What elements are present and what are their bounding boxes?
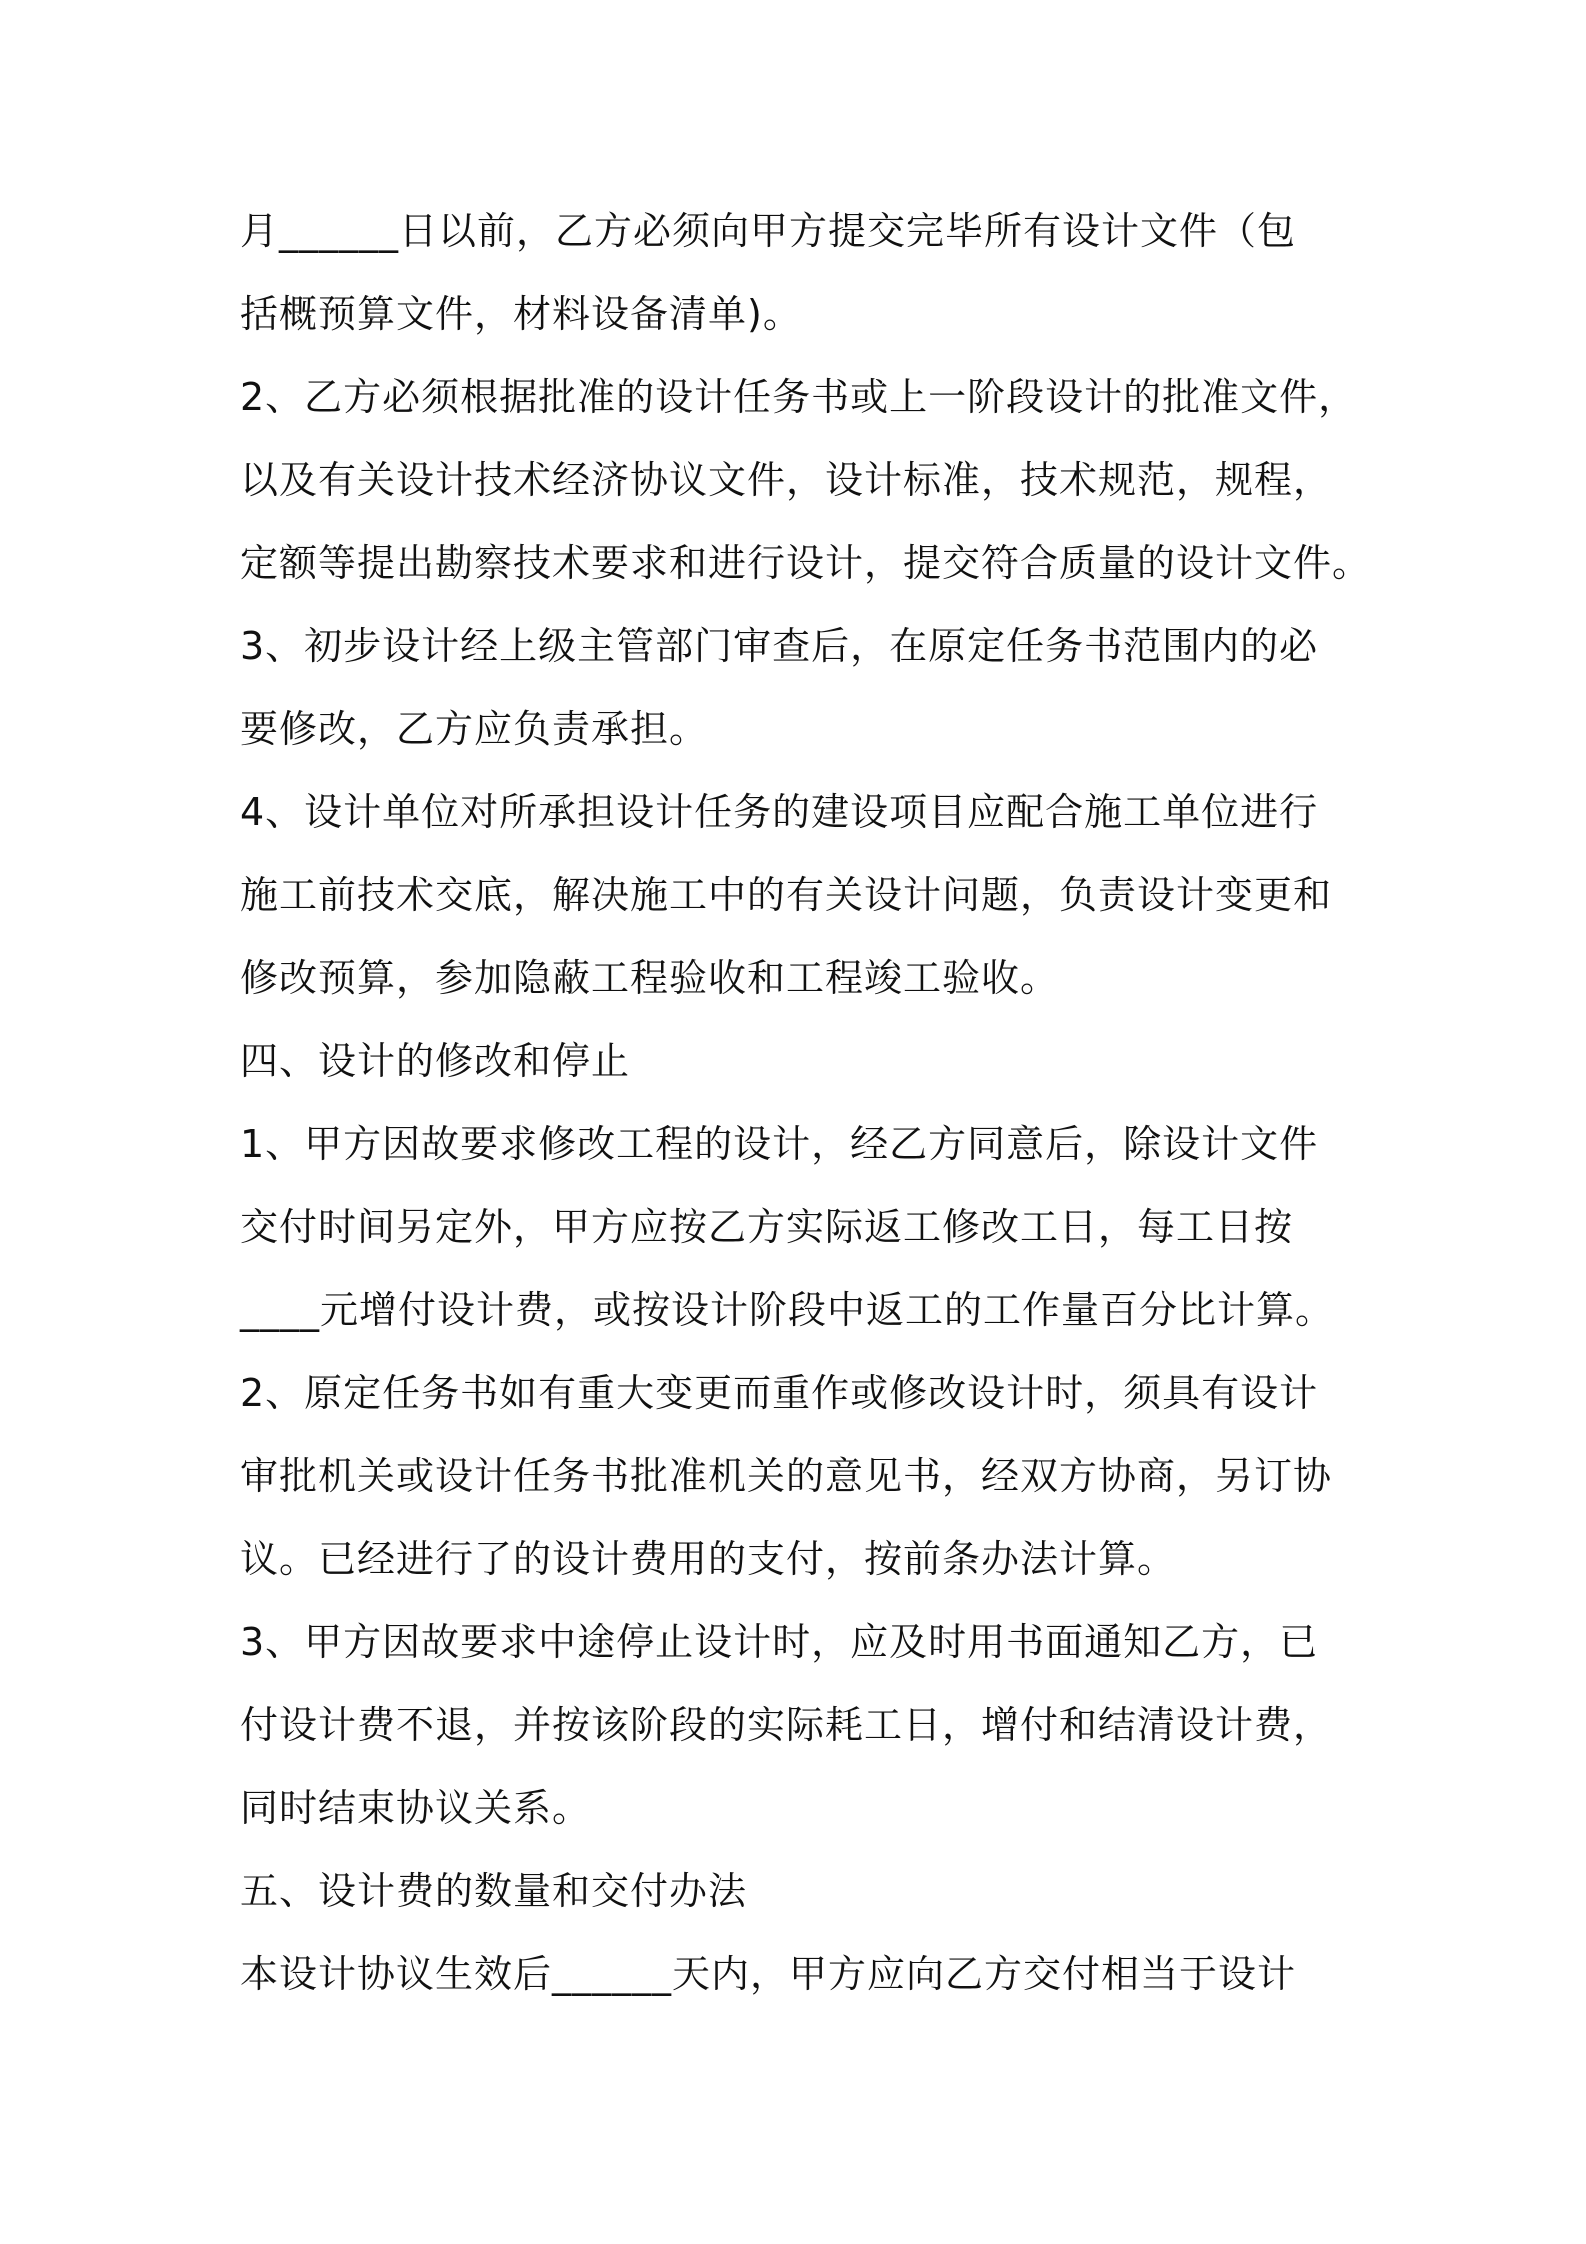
text-line: 同时结束协议关系。 (240, 1786, 592, 1830)
text-line: 2、乙方必须根据批准的设计任务书或上一阶段设计的批准文件， (240, 375, 1358, 419)
text-line: 本设计协议生效后______天内，甲方应向乙方交付相当于设计 (240, 1952, 1297, 1996)
text-line: 施工前技术交底，解决施工中的有关设计问题，负责设计变更和 (240, 873, 1333, 917)
text-line: ____元增付设计费，或按设计阶段中返工的工作量百分比计算。 (240, 1288, 1335, 1332)
text-line: 以及有关设计技术经济协议文件，设计标准，技术规范，规程， (240, 458, 1333, 502)
text-line: 付设计费不退，并按该阶段的实际耗工日，增付和结清设计费， (240, 1703, 1333, 1747)
text-line: 2、原定任务书如有重大变更而重作或修改设计时，须具有设计 (240, 1371, 1319, 1415)
text-line: 4、设计单位对所承担设计任务的建设项目应配合施工单位进行 (240, 790, 1319, 834)
section-heading: 四、设计的修改和停止 (240, 1039, 631, 1083)
text-line: 月______日以前，乙方必须向甲方提交完毕所有设计文件（包 (240, 209, 1297, 253)
section-heading: 五、设计费的数量和交付办法 (240, 1869, 748, 1913)
text-line: 交付时间另定外，甲方应按乙方实际返工修改工日，每工日按 (240, 1205, 1294, 1249)
text-line: 要修改，乙方应负责承担。 (240, 707, 709, 751)
text-line: 1、甲方因故要求修改工程的设计，经乙方同意后，除设计文件 (240, 1122, 1319, 1166)
text-line: 议。已经进行了的设计费用的支付，按前条办法计算。 (240, 1537, 1177, 1581)
text-line: 修改预算，参加隐蔽工程验收和工程竣工验收。 (240, 956, 1060, 1000)
text-line: 3、甲方因故要求中途停止设计时，应及时用书面通知乙方，已 (240, 1620, 1319, 1664)
text-line: 3、初步设计经上级主管部门审查后，在原定任务书范围内的必 (240, 624, 1319, 668)
text-line: 定额等提出勘察技术要求和进行设计，提交符合质量的设计文件。 (240, 541, 1372, 585)
text-line: 审批机关或设计任务书批准机关的意见书，经双方协商，另订协 (240, 1454, 1333, 1498)
text-line: 括概预算文件，材料设备清单)。 (240, 292, 802, 336)
document-body (240, 190, 1390, 2016)
